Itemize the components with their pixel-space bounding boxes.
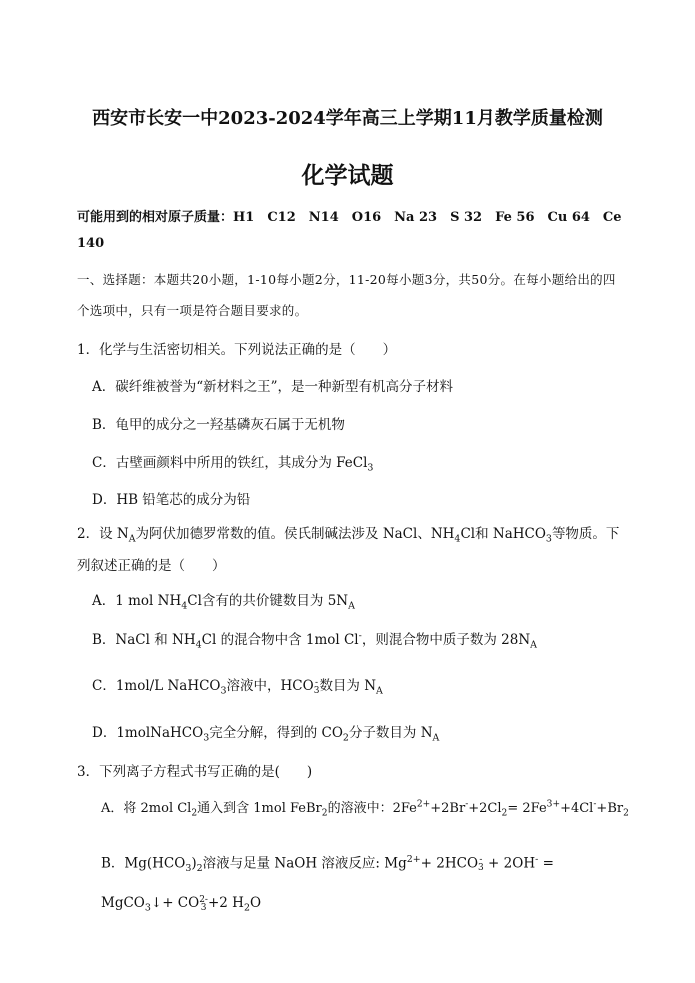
question-3-option-b: [101, 843, 626, 926]
subscript: 4: [195, 639, 202, 651]
atomic-masses: 可能用到的相对原子质量：H1 C12 N14 O16 Na 23 S 32 Fe 56 Cu 64 Ce 140: [77, 210, 622, 251]
subscript: A: [348, 600, 355, 612]
subscript: A: [128, 533, 136, 545]
text: B．NaCl 和 NH: [92, 632, 196, 648]
text: +4Cl: [560, 801, 594, 816]
section-intro: 一、选择题：本题共20小题，1-10每小题2分，11-20每小题3分，共50分。在每小题给出的四个选项中，只有一项是符合题目要求的。: [77, 272, 616, 318]
text: B．Mg(HCO: [101, 855, 186, 872]
text: = 2Fe: [507, 801, 547, 816]
superscript: 2+: [406, 854, 421, 865]
subscript: 3: [185, 863, 192, 875]
subscript: 3: [144, 902, 151, 914]
subscript: 2: [243, 902, 250, 914]
subscript: 3: [220, 685, 227, 697]
text: Cl含有的共价键数目为 5N: [187, 593, 349, 609]
text: +2 H: [207, 895, 244, 912]
text: A．将 2mol Cl: [101, 801, 192, 816]
text: 溶液与足量 NaOH 溶液反应: Mg: [202, 855, 407, 872]
option-text: C．古壁画颜料中所用的铁红，其成分为 FeCl: [92, 455, 368, 471]
text: D．1molNaHCO: [92, 725, 204, 741]
exam-subtitle: 化学试题: [301, 162, 394, 189]
subscript: 3: [478, 863, 484, 873]
question-2-option-d: [92, 721, 439, 744]
subscript: 3: [545, 533, 552, 545]
text: + 2HCO: [420, 855, 479, 872]
subscript: 3: [200, 902, 207, 913]
question-3-option-a: [101, 797, 629, 819]
subscript: 2: [196, 863, 203, 875]
text: 2．设 N: [77, 526, 129, 542]
text: +2Br: [430, 801, 466, 816]
exam-title: 西安市长安一中2023-2024学年高三上学期11月教学质量检测: [92, 108, 603, 129]
text: 为阿伏加德罗常数的值。侯氏制碱法涉及 NaCl、NH: [135, 526, 455, 542]
text: A．1 mol NH: [92, 593, 182, 609]
subscript: 2: [623, 808, 629, 819]
subscript: 2: [342, 732, 349, 744]
subscript: 4: [454, 533, 461, 545]
question-1-stem: 1．化学与生活密切相关。下列说法正确的是（ ）: [77, 342, 397, 358]
question-1-option-c: [92, 451, 373, 474]
text: ，则混合物中质子数为 28N: [361, 632, 531, 648]
question-2-stem: [77, 521, 622, 580]
superscript: -: [535, 854, 539, 865]
subscript: 2: [191, 808, 198, 819]
text: +2Cl: [468, 801, 502, 816]
question-2-option-c: [92, 674, 383, 697]
text: C．1mol/L NaHCO: [92, 678, 221, 694]
text: ): [191, 855, 197, 872]
subscript: 2: [501, 808, 508, 819]
text: 通入到含 1mol FeBr: [197, 801, 322, 816]
superscript: 2+: [416, 799, 431, 810]
text: 数目为 N: [319, 678, 377, 694]
text: = MgCO: [101, 855, 554, 912]
text: +Br: [596, 801, 624, 816]
text: O: [249, 895, 262, 912]
superscript: 2-: [199, 894, 208, 905]
superscript: -: [479, 855, 483, 865]
subscript: 3: [313, 685, 320, 696]
subscript: A: [530, 639, 537, 651]
text: + 2OH: [483, 855, 536, 872]
text: Cl和 NaHCO: [460, 526, 546, 542]
text: 溶液中，HCO: [226, 678, 314, 694]
question-3-stem: 3．下列离子方程式书写正确的是( ): [77, 764, 313, 780]
question-2-option-a: [92, 589, 355, 612]
text: 等物质。下列叙述正确的是（ ）: [77, 526, 620, 574]
subscript: 2: [321, 808, 328, 819]
question-2-option-b: [92, 628, 537, 651]
superscript: -: [593, 799, 597, 810]
question-1-option-a: A．碳纤维被誉为“新材料之王”，是一种新型有机高分子材料: [92, 379, 454, 395]
text: ↓+ CO: [150, 895, 200, 912]
text: Cl 的混合物中含 1mol Cl: [201, 632, 359, 648]
subscript: A: [376, 685, 383, 697]
superscript: -: [465, 799, 469, 810]
subscript: 3: [203, 732, 210, 744]
subscript: 3: [367, 462, 374, 474]
text: 完全分解，得到的 CO: [209, 725, 343, 741]
subscript: 4: [181, 600, 188, 612]
superscript: 3+: [546, 799, 561, 810]
text: 的溶液中：2Fe: [327, 801, 417, 816]
question-1-option-b: B．龟甲的成分之一羟基磷灰石属于无机物: [92, 417, 345, 433]
stacked-script: [199, 896, 208, 912]
superscript: -: [315, 677, 319, 688]
question-1-option-d: D．HB 铅笔芯的成分为铅: [92, 492, 251, 508]
superscript: -: [358, 630, 362, 642]
text: 分子数目为 N: [348, 725, 433, 741]
subscript: A: [432, 732, 440, 744]
